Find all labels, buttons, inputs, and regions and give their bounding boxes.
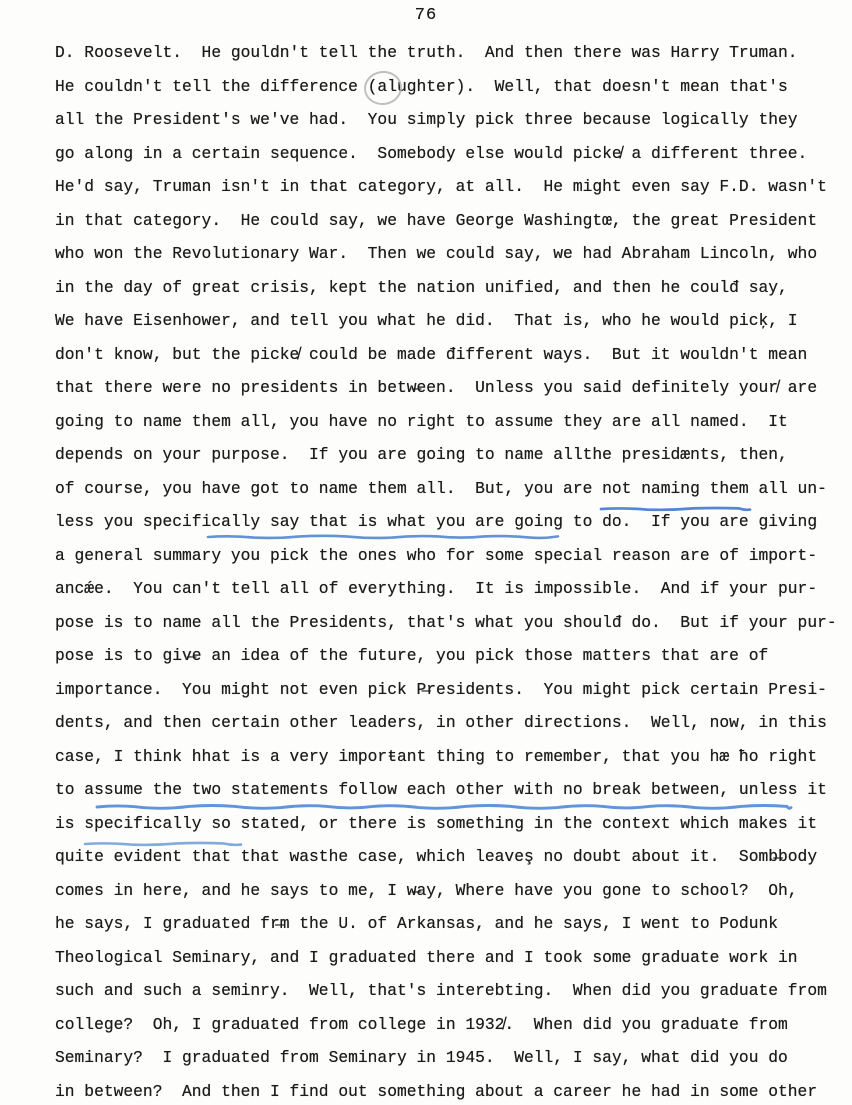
text-line: going to name them all, you have no right to assume they are all named. It [55, 411, 788, 431]
text-line: don't know, but the picke̸ could be made đifferent ways. But it wouldn't mean [55, 344, 808, 364]
text-line: such and such a seminry. Well, that's interebting. When did you graduate from [55, 981, 827, 1000]
text-line: Theological Seminary, and I graduated there and I took some graduate work in [55, 947, 798, 967]
text-line: he says, I graduated fr̶m the U. of Arkansas, and he says, I went to Podunk [55, 914, 779, 933]
text-line: is specifically so stated, or there is something in the context which makes it [55, 813, 818, 833]
text-line: of course, you have got to name them all. But, you are not naming them all un- [55, 478, 827, 498]
text-line: in the day of great crisis, kept the nation unified, and then he coulđ say, [55, 277, 788, 297]
text-line: Seminary? I graduated from Seminary in 1945. Well, I say, what did you do [55, 1048, 788, 1067]
text-line: pose is to name all the Presidents, that's what you shoulđ do. But if your pur- [55, 612, 837, 632]
text-line: quite evident that that wasthe case, which leaveş no doubt about it. Somb̶body [55, 847, 818, 866]
text-line: less you specifically say that is what you are going to do. If you are giving [55, 512, 818, 531]
text-line: to assume the two statements follow each other with no break between, unless it [55, 780, 827, 799]
text-line: ancǽe. You can't tell all of everything. It is impossible. And if your pur- [55, 579, 818, 598]
text-line: that there were no presidents in betw̶een. Unless you said definitely your̸ are [55, 378, 818, 397]
text-line: He'd say, Truman isn't in that category, at all. He might even say F.D. wasn't [55, 177, 827, 196]
page-number: 76 [414, 6, 438, 25]
text-line: pose is to giv̶e an idea of the future, you pick those matters that are of [55, 646, 769, 665]
text-line: case, I think hhat is a very imporŧant thing to remember, that you hæ ħo right [55, 746, 818, 766]
text-line: go along in a certain sequence. Somebody else would picke̸ a different three. [55, 143, 808, 163]
text-line: in that category. He could say, we have George Washingtœ, the great President [55, 210, 818, 230]
text-line: comes in here, and he says to me, I w̶ay, Where have you gone to school? Oh, [55, 880, 798, 900]
text-line: D. Roosevelt. He gouldn't tell the truth. And then there was Harry Truman. [55, 43, 798, 62]
typescript-body [55, 36, 842, 1105]
text-line: in between? And then I find out something about a career he had in some other [55, 1081, 818, 1101]
text-line: We have Eisenhower, and tell you what he did. That is, who he would picķ, I [55, 311, 798, 330]
text-line: importance. You might not even pick P̶residents. You might pick certain Presi- [55, 679, 827, 699]
text-line: who won the Revolutionary War. Then we could say, we had Abraham Lincoln, who [55, 244, 818, 263]
text-line: He couldn't tell the difference (alughter). Well, that doesn't mean that's [55, 76, 788, 96]
text-line: depends on your purpose. If you are going to name allthe presidænts, then, [55, 445, 788, 464]
text-line: dents, and then certain other leaders, in other directions. Well, now, in this [55, 713, 827, 732]
text-line: college? Oh, I graduated from college in 1932̸. When did you graduate from [55, 1014, 788, 1034]
text-line: a general summary you pick the ones who for some special reason are of import- [55, 545, 818, 565]
text-line: all the President's we've had. You simply pick three because logically they [55, 110, 798, 129]
